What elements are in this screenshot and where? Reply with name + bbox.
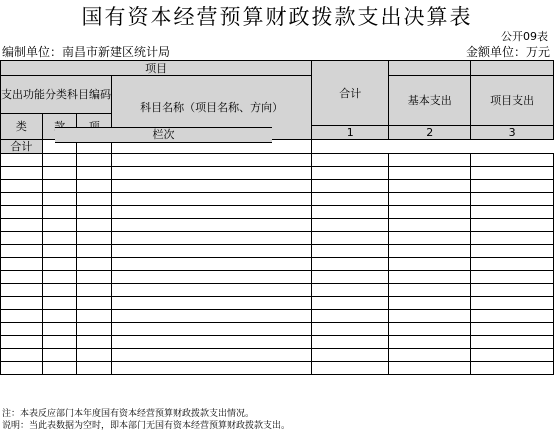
table-cell (389, 193, 471, 206)
table-cell (112, 206, 312, 219)
org-label: 编制单位：南昌市新建区统计局 (2, 45, 171, 59)
table-cell (389, 180, 471, 193)
table-cell (77, 297, 112, 310)
table-cell (42, 154, 77, 167)
table-cell (312, 310, 389, 323)
table-cell (42, 245, 77, 258)
col-no-1: 1 (312, 126, 389, 140)
table-cell (389, 271, 471, 284)
form-code: 公开09表 (501, 30, 548, 43)
table-cell (389, 219, 471, 232)
header-total: 合计 (312, 61, 389, 126)
header-subject-name: 科目名称（项目名称、方向） (112, 76, 312, 140)
unit-label: 金额单位：万元 (465, 45, 550, 59)
table-cell (312, 323, 389, 336)
table-row (1, 167, 554, 180)
table-cell (112, 245, 312, 258)
expenditure-table (0, 60, 554, 375)
table-cell (312, 284, 389, 297)
table-cell (1, 154, 43, 167)
table-cell (471, 219, 554, 232)
table-cell (42, 232, 77, 245)
table-cell (471, 206, 554, 219)
table-row (1, 362, 554, 375)
table-cell (312, 336, 389, 349)
table-cell (1, 167, 43, 180)
table-cell (42, 336, 77, 349)
table-cell (389, 154, 471, 167)
table-cell (312, 245, 389, 258)
table-cell (77, 349, 112, 362)
table-cell (1, 180, 43, 193)
table-cell (112, 219, 312, 232)
table-cell (1, 219, 43, 232)
sum-row-label: 合计 (1, 140, 43, 154)
header-project: 项目 (1, 61, 312, 76)
table-row (1, 245, 554, 258)
table-cell (312, 297, 389, 310)
table-cell (471, 323, 554, 336)
table-cell (42, 219, 77, 232)
table-cell (312, 271, 389, 284)
table-cell (77, 336, 112, 349)
table-cell (112, 284, 312, 297)
table-cell (112, 193, 312, 206)
table-cell (1, 284, 43, 297)
table-cell (77, 167, 112, 180)
table-cell (1, 336, 43, 349)
table-cell (471, 362, 554, 375)
table-row (1, 258, 554, 271)
table-cell (42, 362, 77, 375)
table-cell (312, 258, 389, 271)
table-cell (471, 154, 554, 167)
table-cell (389, 323, 471, 336)
table-row (1, 271, 554, 284)
table-cell (42, 271, 77, 284)
table-cell (112, 336, 312, 349)
header-spacer-project (471, 61, 554, 76)
table-row (1, 310, 554, 323)
table-cell (1, 323, 43, 336)
table-row (1, 206, 554, 219)
table-cell (112, 167, 312, 180)
table-cell (112, 232, 312, 245)
table-cell (1, 206, 43, 219)
table-cell (471, 349, 554, 362)
table-cell (77, 232, 112, 245)
table-cell (471, 232, 554, 245)
table-cell (312, 232, 389, 245)
table-row (1, 232, 554, 245)
table-cell (112, 297, 312, 310)
table-cell (77, 206, 112, 219)
table-cell (389, 284, 471, 297)
table-cell (471, 284, 554, 297)
table-cell (112, 271, 312, 284)
table-cell (471, 167, 554, 180)
table-cell (389, 310, 471, 323)
header-spacer-basic (389, 61, 471, 76)
table-cell (389, 245, 471, 258)
table-cell (471, 193, 554, 206)
table-cell (42, 180, 77, 193)
header-class: 类 (1, 114, 43, 140)
table-cell (389, 167, 471, 180)
table-cell (77, 193, 112, 206)
table-row (1, 219, 554, 232)
table-cell (1, 271, 43, 284)
table-cell (1, 297, 43, 310)
table-cell (389, 206, 471, 219)
table-cell (389, 349, 471, 362)
table-cell (312, 219, 389, 232)
table-row (1, 180, 554, 193)
table-cell (77, 258, 112, 271)
page-title: 国有资本经营预算财政拨款支出决算表 (81, 5, 473, 29)
table-row (1, 349, 554, 362)
table-cell (42, 297, 77, 310)
table-cell (1, 310, 43, 323)
table-cell (77, 180, 112, 193)
table-cell (389, 362, 471, 375)
table-cell (312, 349, 389, 362)
table-cell (389, 336, 471, 349)
table-cell (77, 271, 112, 284)
table-cell (42, 258, 77, 271)
table-cell (312, 193, 389, 206)
table-cell (1, 258, 43, 271)
note-line: 说明：当此表数据为空时，即本部门无国有资本经营预算财政拨款支出。 (2, 421, 291, 431)
table-cell (77, 323, 112, 336)
table-cell (312, 206, 389, 219)
table-cell (389, 258, 471, 271)
table-cell (42, 206, 77, 219)
table-row (1, 336, 554, 349)
table-row (1, 323, 554, 336)
table-cell (471, 180, 554, 193)
table-cell (112, 180, 312, 193)
table-cell (471, 310, 554, 323)
table-cell (77, 362, 112, 375)
table-cell (77, 154, 112, 167)
table-cell (77, 310, 112, 323)
table-row (1, 193, 554, 206)
table-cell (77, 284, 112, 297)
col-no-2: 2 (389, 126, 471, 140)
col-no-3: 3 (471, 126, 554, 140)
table-cell (42, 310, 77, 323)
table-cell (312, 154, 389, 167)
note-line: 注：本表反应部门本年度国有资本经营预算财政拨款支出情况。 (2, 409, 255, 419)
table-row (1, 284, 554, 297)
table-cell (1, 193, 43, 206)
table-cell (389, 232, 471, 245)
table-cell (42, 193, 77, 206)
table-row (1, 297, 554, 310)
table-cell (312, 362, 389, 375)
table-cell (1, 245, 43, 258)
table-cell (112, 258, 312, 271)
table-cell (1, 349, 43, 362)
table-cell (42, 284, 77, 297)
table-cell (389, 297, 471, 310)
table-cell (77, 219, 112, 232)
column-no-label: 栏次 (55, 127, 272, 143)
table-row (1, 154, 554, 167)
table-cell (471, 258, 554, 271)
header-project-exp: 项目支出 (471, 76, 554, 126)
table-cell (471, 271, 554, 284)
table-cell (77, 245, 112, 258)
table-cell (42, 323, 77, 336)
table-cell (112, 323, 312, 336)
table-cell (471, 297, 554, 310)
table-cell (112, 362, 312, 375)
table-cell (471, 336, 554, 349)
table-cell (42, 349, 77, 362)
table-cell (112, 349, 312, 362)
table-cell (112, 310, 312, 323)
table-cell (1, 362, 43, 375)
table-cell (471, 245, 554, 258)
table-cell (42, 167, 77, 180)
header-func-code: 支出功能分类科目编码 (1, 76, 112, 114)
table-cell (112, 154, 312, 167)
table-cell (1, 232, 43, 245)
header-basic: 基本支出 (389, 76, 471, 126)
table-cell (312, 180, 389, 193)
notes (2, 408, 290, 432)
table-cell (312, 167, 389, 180)
